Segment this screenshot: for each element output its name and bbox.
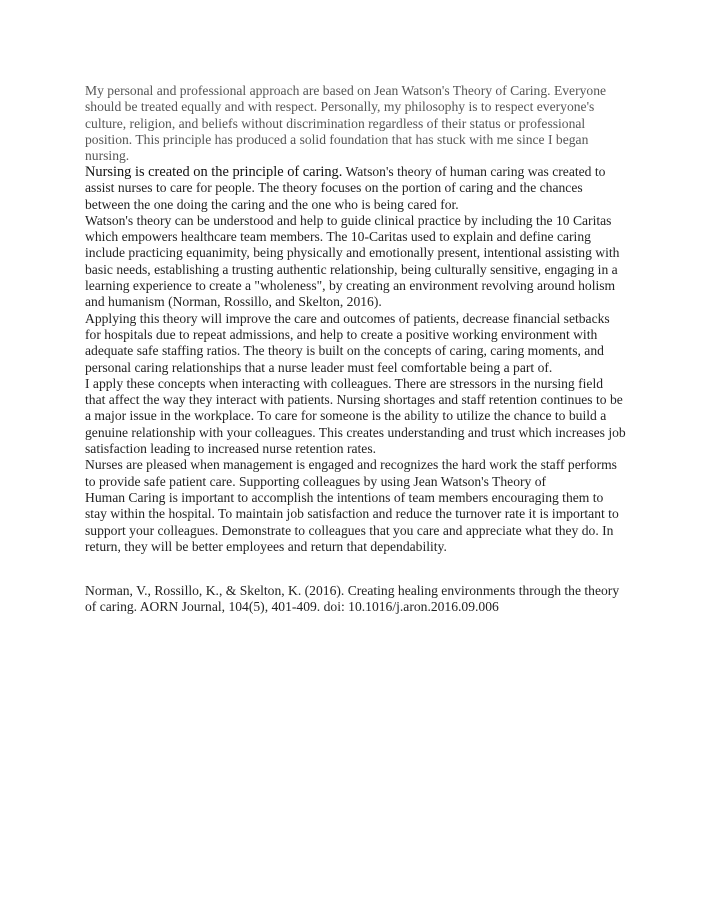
body-section: [85, 164, 635, 555]
paragraph-1-rest: Watson's theory of human caring was created to assist nurses to care for people. The theory focuses on the portion of caring and the chances between the one doing the caring and the one who is being cared for.: [85, 164, 606, 212]
intro-section: [85, 83, 635, 164]
paragraph-5: Nurses are pleased when management is engaged and recognizes the hard work the staff performs to provide safe patient care. Supporting colleagues by using Jean Watson's Theory of Human Caring is important to accomplish the intentions of team members encouraging them to stay within the hospital. To maintain job satisfaction and reduce the turnover rate it is important to support your colleagues. Demonstrate to colleagues that you care and appreciate what they do. In return, they will be better employees and return that dependability.: [85, 457, 619, 554]
paragraph-1: [85, 164, 635, 213]
paragraph-3: Applying this theory will improve the care and outcomes of patients, decrease financial setbacks for hospitals due to repeat admissions, and help to create a positive working environment with adequate safe staffing ratios. The theory is built on the concepts of caring, caring moments, and personal caring relationships that a nurse leader must feel comfortable being a part of.: [85, 310, 610, 375]
paragraph-2: Watson's theory can be understood and help to guide clinical practice by including the 10 Caritas which empowers healthcare team members. The 10-Caritas used to explain and define caring include practicing equanimity, being physically and emotionally present, intentional assisting with basic needs, establishing a trusting authentic relationship, being culturally sensitive, engaging in a learning experience to create a "wholeness", by creating an environment revolving around holism and humanism (Norman, Rossillo, and Skelton, 2016).: [85, 212, 620, 310]
reference-entry: Norman, V., Rossillo, K., & Skelton, K. (2016). Creating healing environments through the theory of caring. AORN Journal, 104(5), 401-409. doi: 10.1016/j.aron.2016.09.006: [85, 583, 620, 615]
intro-paragraph: My personal and professional approach are based on Jean Watson's Theory of Caring. Everyone should be treated equally and with respect. Personally, my philosophy is to respect everyone's culture, religion, and beliefs without discrimination regardless of their status or professional position. This principle has produced a solid foundation that has stuck with me since I began nursing.: [85, 83, 607, 164]
reference-section: [85, 583, 635, 616]
paragraph-4: I apply these concepts when interacting with colleagues. There are stressors in the nursing field that affect the way they interact with patients. Nursing shortages and staff retention continues to be a major issue in the workplace. To care for someone is the ability to utilize the chance to build a genuine relationship with your colleagues. This creates understanding and trust which increases job satisfaction leading to increased nurse retention rates.: [85, 375, 626, 457]
paragraph-1-lead: Nursing is created on the principle of caring.: [85, 164, 343, 180]
